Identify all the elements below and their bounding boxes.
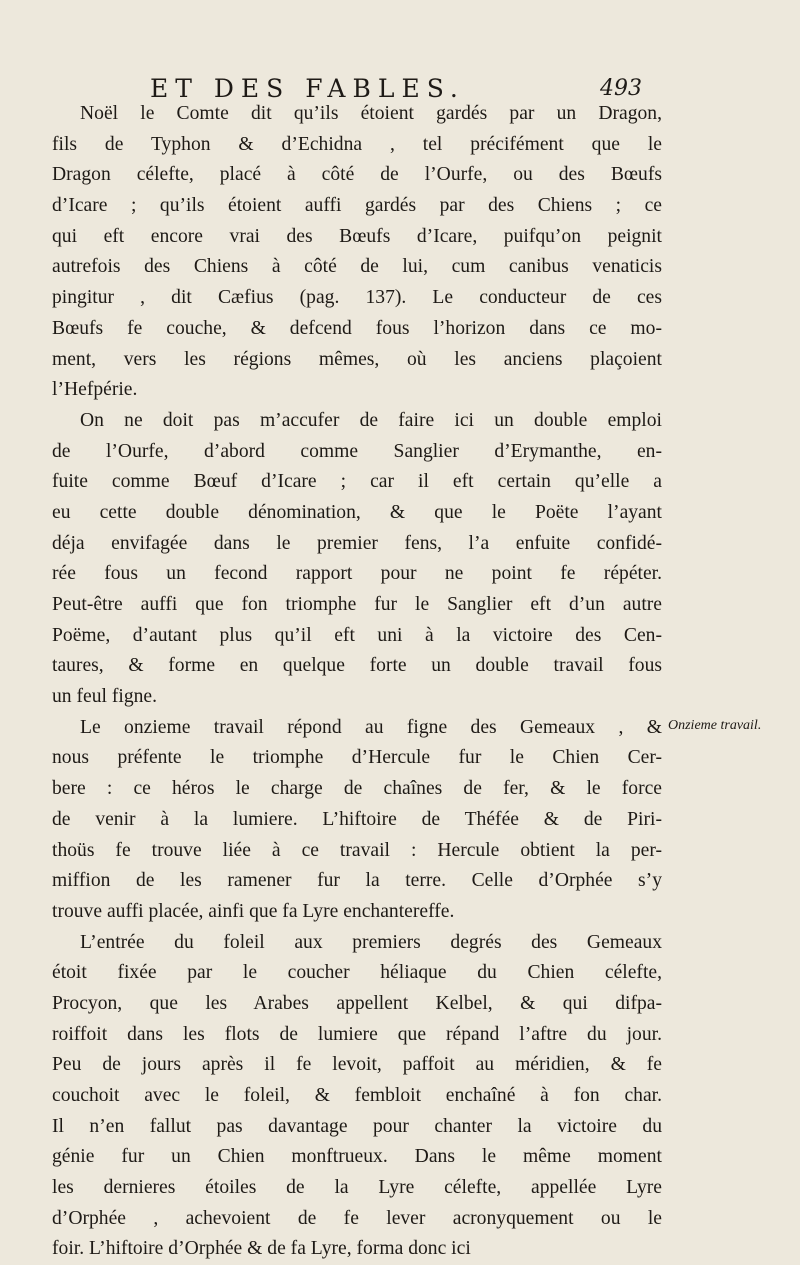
text-line: thoüs fe trouve liée à ce travail : Hercule obtient la per- — [52, 839, 662, 861]
text-line: fils de Typhon & d’Echidna , tel précifément que le — [52, 133, 662, 155]
text-line: miffion de les ramener fur la terre. Celle d’Orphée s’y — [52, 870, 662, 892]
text-line: bere : ce héros le charge de chaînes de fer, & le force — [52, 778, 662, 800]
text-line: d’Orphée , achevoient de fe lever acronyquement ou le — [52, 1207, 662, 1229]
text-line: qui eft encore vrai des Bœufs d’Icare, puifqu’on peignit — [52, 225, 662, 247]
text-line: fuite comme Bœuf d’Icare ; car il eft certain qu’elle a — [52, 471, 662, 493]
text-line: Le onzieme travail répond au figne des Gemeaux , & — [80, 716, 662, 738]
text-line: Peu de jours après il fe levoit, paffoit au méridien, & fe — [52, 1054, 662, 1076]
text-line: couchoit avec le foleil, & fembloit enchaîné à fon char. — [52, 1085, 662, 1106]
text-line: roiffoit dans les flots de lumiere que répand l’aftre du jour. — [52, 1023, 662, 1045]
text-line: un feul figne. — [52, 686, 158, 708]
margin-note: Onzieme travail. — [668, 718, 762, 733]
text-line: d’Icare ; qu’ils étoient auffi gardés par des Chiens ; ce — [52, 195, 662, 217]
page-number: 493 — [600, 76, 642, 101]
text-line: Il n’en fallut pas davantage pour chanter la victoire du — [52, 1115, 662, 1137]
text-line: autrefois des Chiens à côté de lui, cum canibus venaticis — [52, 256, 662, 278]
text-line: les dernieres étoiles de la Lyre célefte, appellée Lyre — [52, 1177, 662, 1199]
text-line: génie fur un Chien monftrueux. Dans le même moment — [52, 1146, 662, 1168]
text-line: Bœufs fe couche, & defcend fous l’horizon dans ce mo- — [52, 317, 662, 339]
text-line: étoit fixée par le coucher héliaque du Chien célefte, — [52, 962, 662, 984]
text-line: Peut-être auffi que fon triomphe fur le Sanglier eft d’un autre — [52, 594, 662, 615]
text-line: ment, vers les régions mêmes, où les anciens plaçoient — [52, 348, 662, 370]
text-line: nous préfente le triomphe d’Hercule fur le Chien Cer- — [52, 747, 662, 769]
text-line: Dragon célefte, placé à côté de l’Ourfe, ou des Bœufs — [52, 164, 662, 186]
running-head: ET DES FABLES. — [150, 74, 465, 103]
text-line: Procyon, que les Arabes appellent Kelbel, & qui difpa- — [52, 992, 662, 1014]
text-line: eu cette double dénomination, & que le Poëte l’ayant — [52, 501, 662, 523]
text-line: de l’Ourfe, d’abord comme Sanglier d’Erymanthe, en- — [52, 440, 662, 462]
text-line: de venir à la lumiere. L’hiftoire de Théfée & de Piri- — [52, 808, 662, 830]
text-line: foir. L’hiftoire d’Orphée & de fa Lyre, forma donc ici — [52, 1238, 471, 1260]
text-line: déja envifagée dans le premier fens, l’a enfuite confidé- — [52, 532, 662, 554]
text-line: pingitur , dit Cæfius (pag. 137). Le conducteur de ces — [52, 287, 662, 309]
text-line: On ne doit pas m’accufer de faire ici un double emploi — [80, 409, 662, 431]
text-line: Noël le Comte dit qu’ils étoient gardés par un Dragon, — [80, 103, 662, 124]
text-line: Poëme, d’autant plus qu’il eft uni à la victoire des Cen- — [52, 624, 662, 646]
body-text — [52, 99, 662, 1265]
text-line: trouve auffi placée, ainfi que fa Lyre enchantereffe. — [52, 900, 455, 922]
text-line: L’entrée du foleil aux premiers degrés des Gemeaux — [80, 931, 662, 953]
text-line: l’Hefpérie. — [52, 379, 138, 401]
text-line: rée fous un fecond rapport pour ne point fe répéter. — [52, 563, 662, 585]
text-line: taures, & forme en quelque forte un double travail fous — [52, 655, 662, 677]
